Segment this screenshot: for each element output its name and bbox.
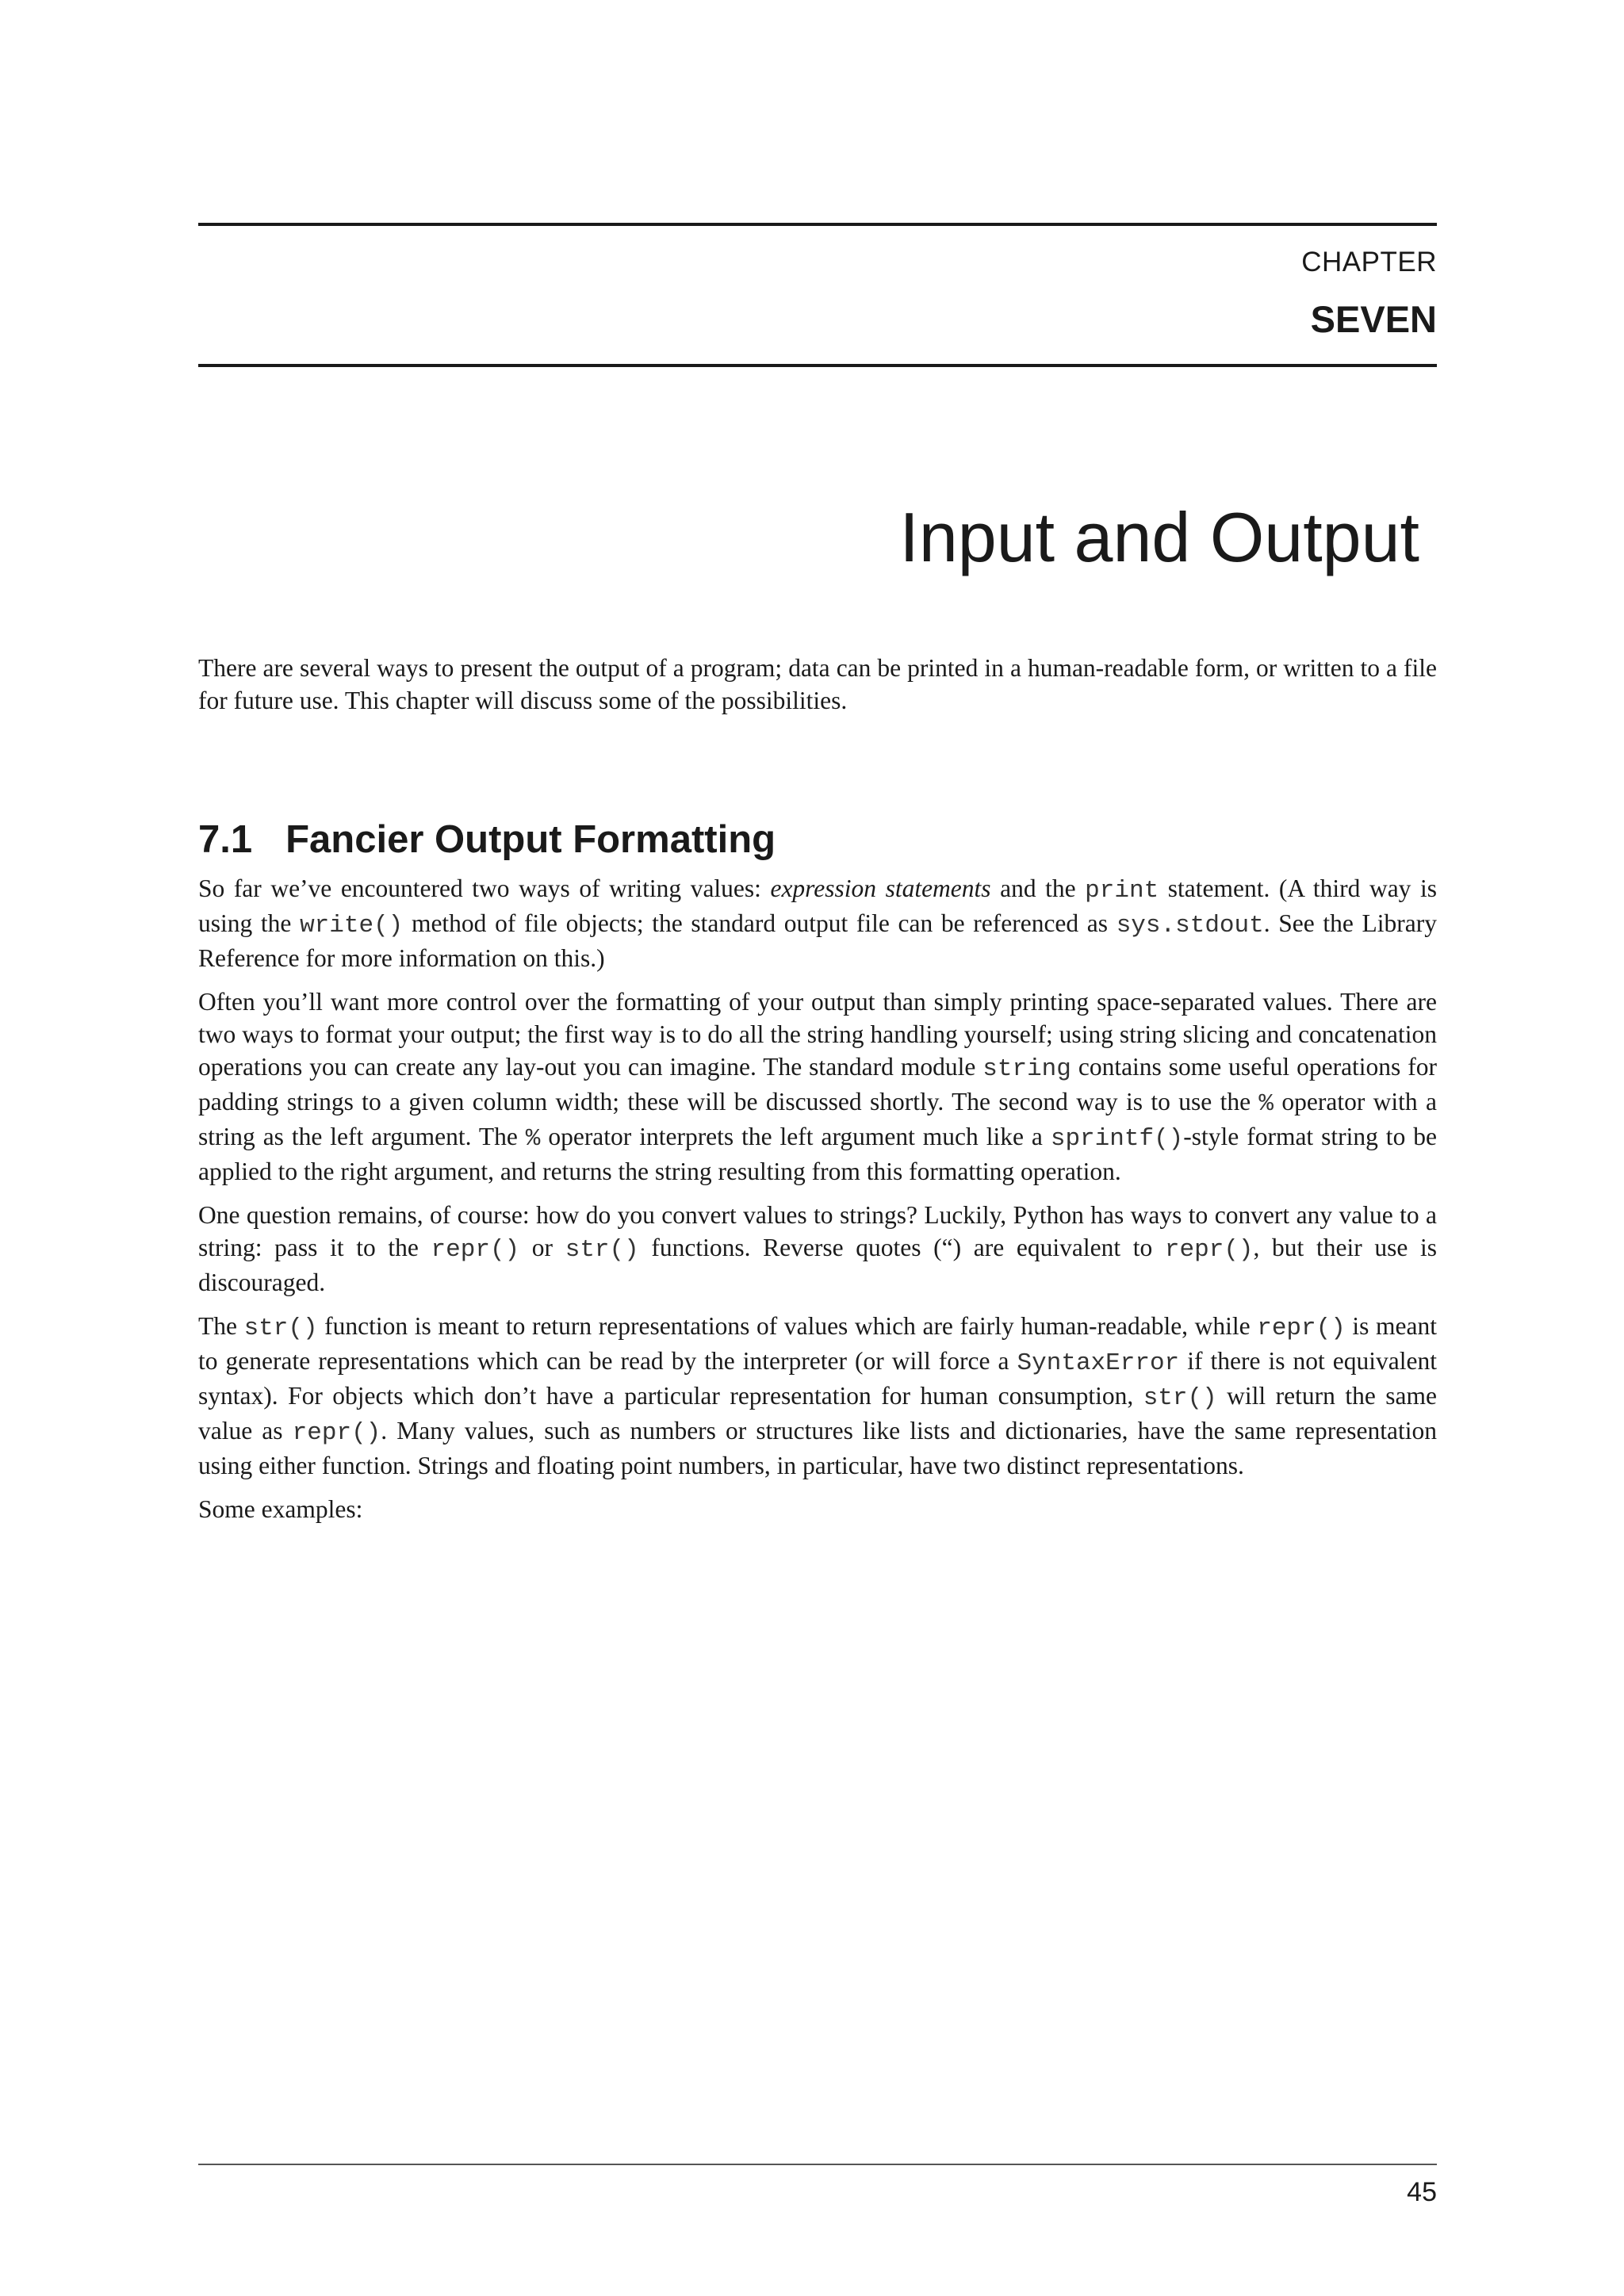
inline-code: repr() (1257, 1314, 1346, 1342)
text-run: operator interprets the left argument much like a (540, 1123, 1051, 1150)
paragraph-2 (198, 985, 1437, 1188)
page-number: 45 (1407, 2177, 1437, 2207)
inline-code: str() (565, 1236, 639, 1264)
text-run: . Many values, such as numbers or structures like lists and dictionaries, have the same representation using either function. Strings and floating point numbers, in particular, have two distinct representations. (198, 1417, 1437, 1479)
text-run: contains some useful operations for padding strings to a given column width; these will be discussed shortly. The second way is to use the (198, 1053, 1437, 1115)
text-run: or (519, 1234, 565, 1261)
paragraph-4 (198, 1310, 1437, 1482)
text-run: The (198, 1312, 244, 1340)
inline-code: % (525, 1125, 541, 1153)
footer-rule (198, 2164, 1437, 2165)
inline-code: repr() (1164, 1236, 1254, 1264)
text-run: . See the Library Reference for more information on this.) (198, 909, 1437, 972)
inline-code: str() (243, 1314, 318, 1342)
text-run: function is meant to return representations of values which are fairly human-readable, while (317, 1312, 1258, 1340)
text-run: , but their use is discouraged. (198, 1234, 1438, 1296)
inline-code: print (1085, 877, 1159, 905)
section-heading (198, 817, 776, 862)
inline-code: string (982, 1055, 1071, 1083)
text-run: Often you’ll want more control over the formatting of your output than simply printing space-separated values. There are two ways to format your output; the first way is to do all the string handling yourself; using string slicing and concatenation operations you can create any lay-out you can imagine. The standard module (198, 988, 1437, 1081)
paragraph-5: Some examples: (198, 1495, 363, 1523)
inline-code: str() (1143, 1384, 1217, 1412)
text-run: statement. (A third way is using the (198, 874, 1437, 937)
section-body (198, 872, 1437, 1525)
inline-code: sys.stdout (1116, 912, 1264, 939)
inline-code: write() (300, 912, 404, 939)
inline-code: SyntaxError (1017, 1349, 1180, 1377)
inline-code: repr() (431, 1236, 520, 1264)
text-run: is meant to generate representations which can be read by the interpreter (or will force a (198, 1312, 1437, 1375)
text-run: -style format string to be applied to the right argument, and returns the string resulting from this formatting operation. (198, 1123, 1437, 1185)
chapter-top-rule (198, 223, 1437, 226)
section-number: 7.1 (198, 817, 253, 861)
inline-code: sprintf() (1050, 1125, 1184, 1153)
chapter-label: CHAPTER (1301, 247, 1437, 277)
inline-code: repr() (292, 1419, 381, 1447)
text-run: and the (990, 874, 1086, 902)
emphasis: expression statements (770, 874, 991, 902)
text-run: functions. Reverse quotes (“) are equivalent to (638, 1234, 1165, 1261)
paragraph-1 (198, 872, 1437, 974)
text-run: method of file objects; the standard output file can be referenced as (403, 909, 1116, 937)
chapter-number: SEVEN (1310, 298, 1437, 340)
chapter-bottom-rule (198, 364, 1437, 367)
inline-code: % (1258, 1090, 1274, 1118)
text-run: if there is not equivalent syntax). For objects which don’t have a particular representation for human consumption, (198, 1347, 1438, 1410)
paragraph-3 (198, 1199, 1437, 1299)
text-run: One question remains, of course: how do you convert values to strings? Luckily, Python has ways to convert any value to a string: pass it to the (198, 1201, 1437, 1261)
text-run: So far we’ve encountered two ways of writing values: (198, 874, 771, 902)
intro-text: There are several ways to present the output of a program; data can be printed in a human-readable form, or written to a file for future use. This chapter will discuss some of the possibilities. (198, 654, 1437, 714)
intro-paragraph (198, 652, 1437, 717)
section-title: Fancier Output Formatting (285, 817, 776, 861)
text-run: operator with a string as the left argument. The (198, 1088, 1437, 1150)
text-run: will return the same value as (198, 1382, 1437, 1445)
chapter-title: Input and Output (899, 497, 1419, 576)
